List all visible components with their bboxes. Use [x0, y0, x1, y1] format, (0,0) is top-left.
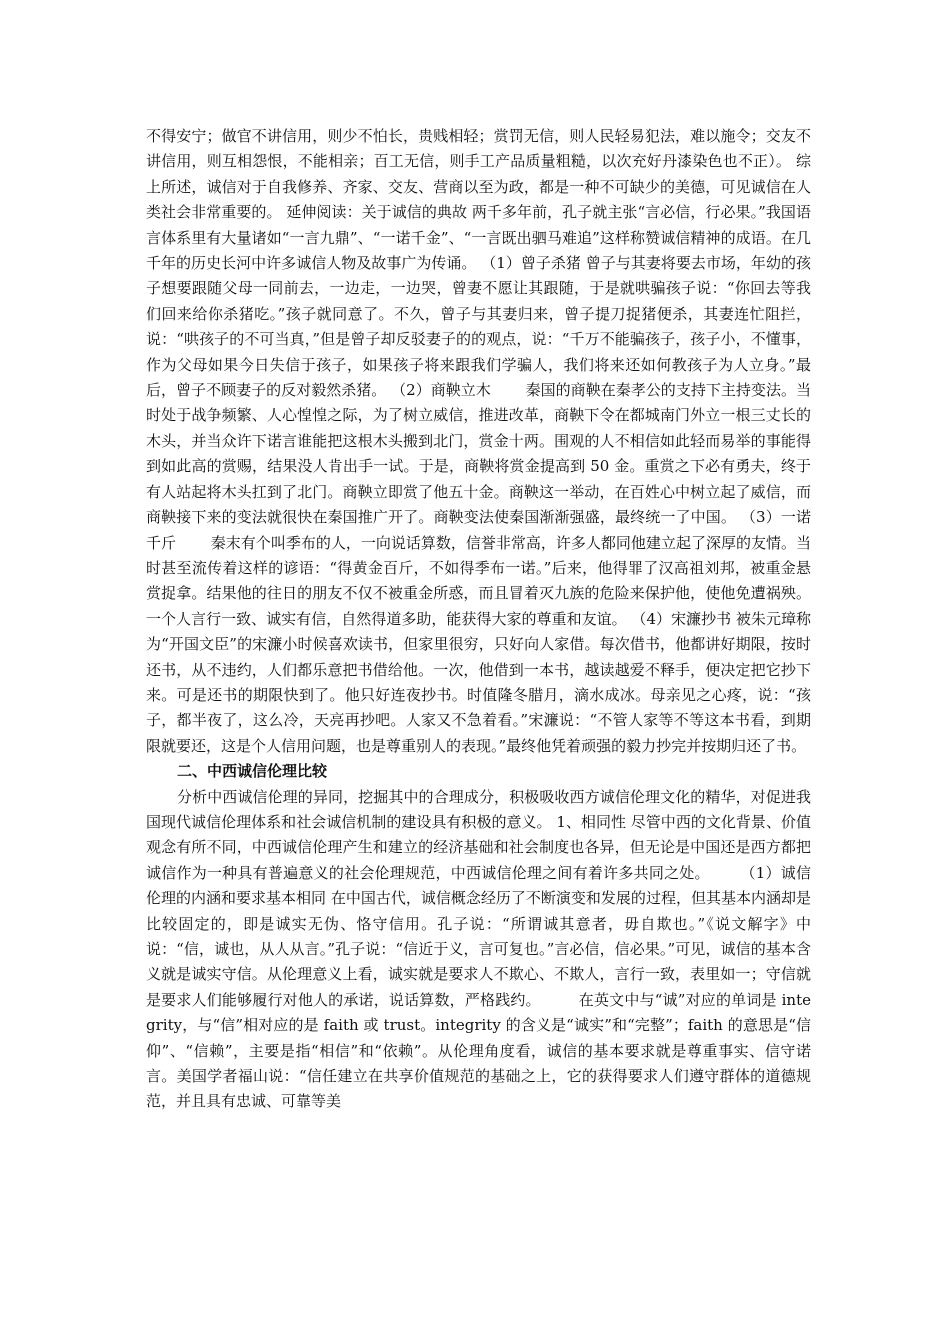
section-heading-2: 二、中西诚信伦理比较 — [177, 762, 328, 781]
document-body — [146, 124, 811, 1115]
paragraph-1: 不得安宁；做官不讲信用，则少不怕长，贵贱相轻；赏罚无信，则人民轻易犯法，难以施令；交友不讲信用，则互相怨恨，不能相亲；百工无信，则手工产品质量粗糙，以次充好丹漆染色也不正）。 综上所述，诚信对于自我修养、齐家、交友、营商以至为政，都是一种不可缺少的美德，可见诚信在人类社会非常重要的。 延伸阅读：关于诚信的典故 两千多年前，孔子就主张“言必信，行必果。”我国语言体系里有大量诸如“一言九鼎”、“一诺千金”、“一言既出驷马难追”这样称赞诚信精神的成语。在几千年的历史长河中许多诚信人物及故事广为传诵。 （1）曾子杀猪 曾子与其妻将要去市场，年幼的孩子想要跟随父母一同前去，一边走，一边哭，曾妻不愿让其跟随，于是就哄骗孩子说：“你回去等我们回来给你杀猪吃。”孩子就同意了。不久，曾子与其妻归来，曾子提刀捉猪便杀，其妻连忙阻拦，说：“哄孩子的不可当真，”但是曾子却反驳妻子的的观点，说：“千万不能骗孩子，孩子小，不懂事，作为父母如果今日失信于孩子，如果孩子将来跟我们学骗人，我们将来还如何教孩子为人立身。”最后，曾子不顾妻子的反对毅然杀猪。 （2）商鞅立木 秦国的商鞅在秦孝公的支持下主持变法。当时处于战争频繁、人心惶惶之际，为了树立威信，推进改革，商鞅下令在都城南门外立一根三丈长的木头，并当众许下诺言谁能把这根木头搬到北门，赏金十两。围观的人不相信如此轻而易举的事能得到如此高的赏赐，结果没人肯出手一试。于是，商鞅将赏金提高到 50 金。重赏之下必有勇夫，终于有人站起将木头扛到了北门。商鞅立即赏了他五十金。商鞅这一举动，在百姓心中树立起了威信，而商鞅接下来的变法就很快在秦国推广开了。商鞅变法使秦国渐渐强盛，最终统一了中国。 （3）一诺千斤 秦末有个叫季布的人，一向说话算数，信誉非常高，许多人都同他建立起了深厚的友情。当时甚至流传着这样的谚语：“得黄金百斤，不如得季布一诺。”后来，他得罪了汉高祖刘邦，被重金悬赏捉拿。结果他的往日的朋友不仅不被重金所惑，而且冒着灭九族的危险来保护他，使他免遭祸殃。一个人言行一致、诚实有信，自然得道多助，能获得大家的尊重和友谊。 （4）宋濂抄书 被朱元璋称为“开国文臣”的宋濂小时候喜欢读书，但家里很穷，只好向人家借。每次借书，他都讲好期限，按时还书，从不违约，人们都乐意把书借给他。一次，他借到一本书，越读越爱不释手，便决定把它抄下来。可是还书的期限快到了。他只好连夜抄书。时值隆冬腊月，滴水成冰。母亲见之心疼，说：“孩子，都半夜了，这么冷，天亮再抄吧。人家又不急着看。”宋濂说：“不管人家等不等这本书看，到期限就要还，这是个人信用问题，也是尊重别人的表现。”最终他凭着顽强的毅力抄完并按期归还了书。 — [146, 127, 811, 755]
paragraph-2: 分析中西诚信伦理的异同，挖掘其中的合理成分，积极吸收西方诚信伦理文化的精华，对促进我国现代诚信伦理体系和社会诚信机制的建设具有积极的意义。 1、相同性 尽管中西的文化背景、价值观念有所不同，中西诚信伦理产生和建立的经济基础和社会制度也各异，但无论是中国还是西方都把诚信作为一种具有普遍意义的社会伦理规范，中西诚信伦理之间有着许多共同之处。 （1）诚信伦理的内涵和要求基本相同 在中国古代，诚信概念经历了不断演变和发展的过程，但其基本内涵却是比较固定的，即是诚实无伪、恪守信用。孔子说：“所谓诚其意者，毋自欺也。”《说文解字》中说：“信，诚也，从人从言。”孔子说：“信近于义，言可复也。”言必信，信必果。”可见，诚信的基本含义就是诚实守信。从伦理意义上看，诚实就是要求人不欺心、不欺人，言行一致，表里如一；守信就是要求人们能够履行对他人的承诺，说话算数，严格践约。 在英文中与“诚”对应的单词是 integrity，与“信”相对应的是 faith 或 trust。integrity 的含义是“诚实”和“完整”；faith 的意思是“信仰”、“信赖”，主要是指“相信”和“依赖”。从伦理角度看，诚信的基本要求就是尊重事实、信守诺言。美国学者福山说：“信任建立在共享价值规范的基础之上，它的获得要求人们遵守群体的道德规范，并且具有忠诚、可靠等美 — [146, 787, 811, 1111]
